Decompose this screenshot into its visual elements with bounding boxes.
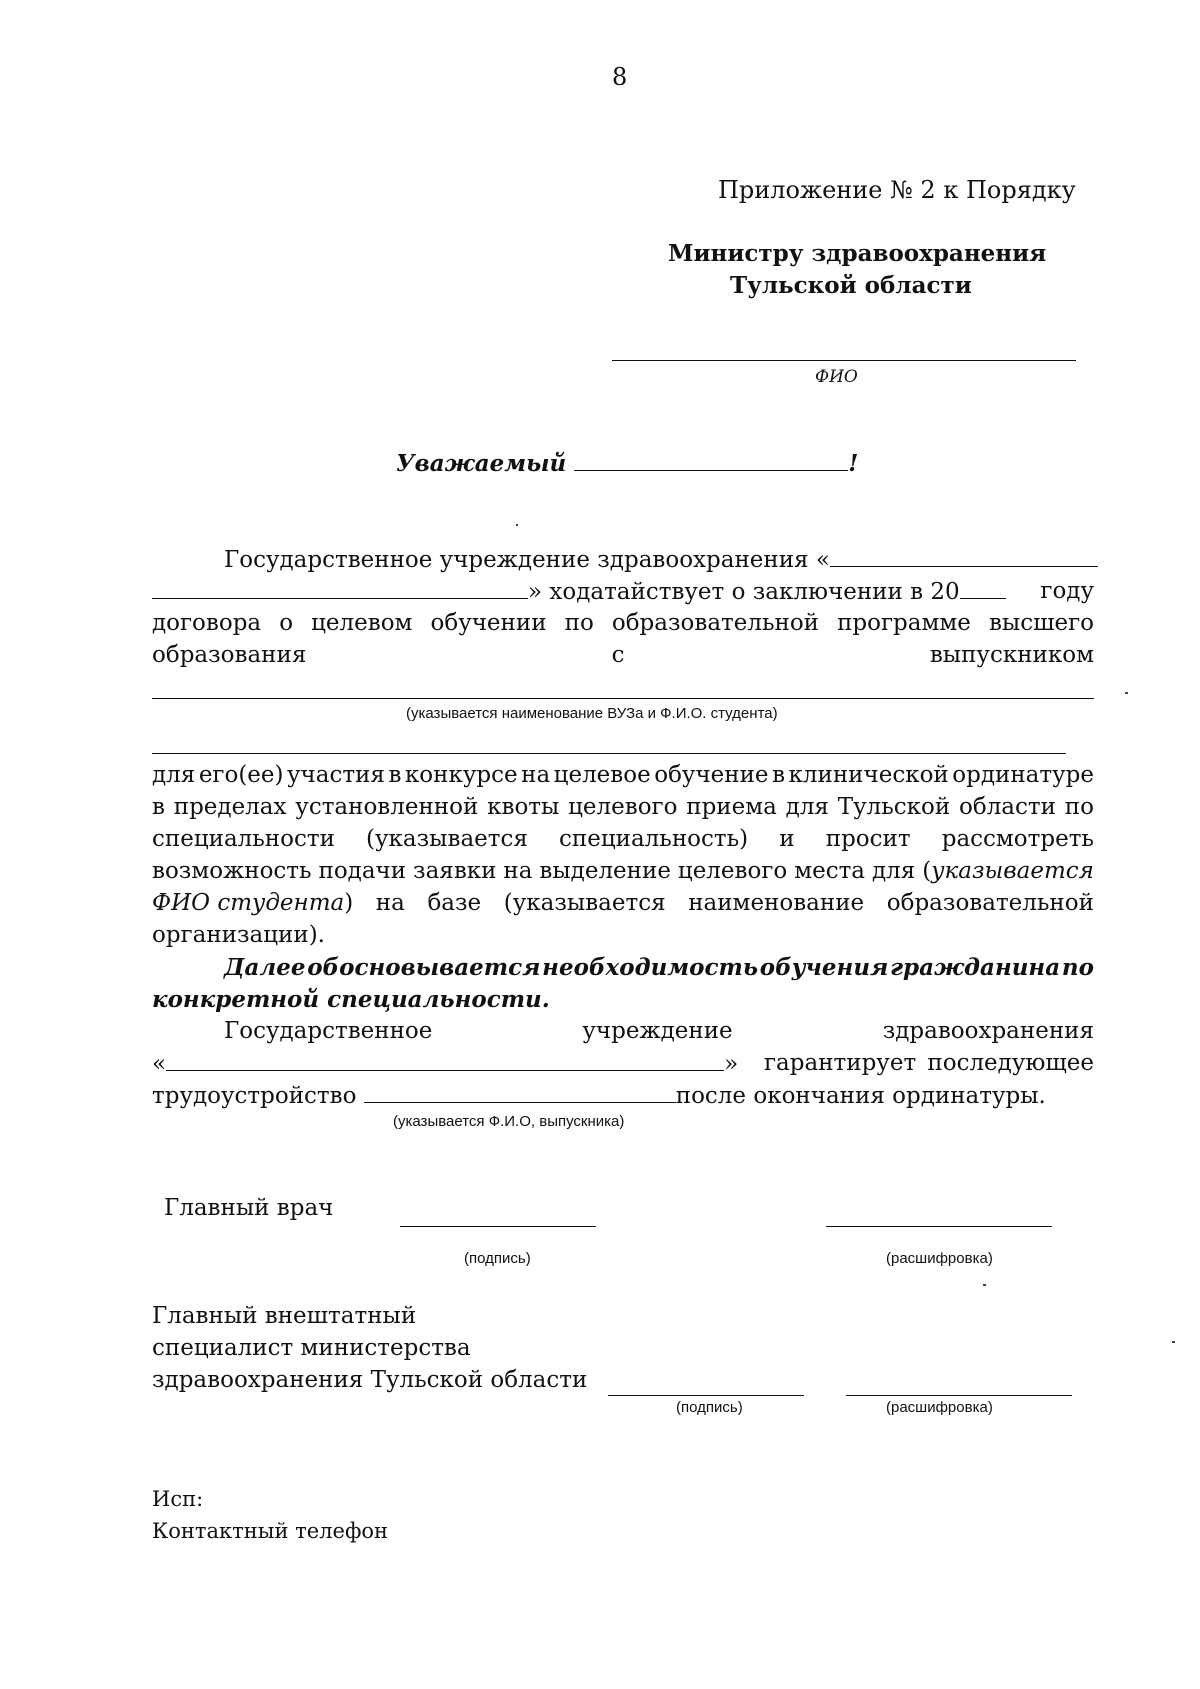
l6-word: в (152, 794, 165, 820)
l5-word: ординатуре (952, 762, 1094, 788)
e1-word: по (1061, 954, 1094, 981)
l6-word: по (1064, 794, 1094, 820)
body-line-1-text: Государственное учреждение здравоохранения « (224, 547, 830, 573)
salutation-blank (574, 450, 848, 471)
specialist-line-3: здравоохранения Тульской области (152, 1367, 588, 1393)
l7-word: (указывается (366, 826, 528, 852)
l3-word: о (279, 610, 294, 636)
vuz-student-underline (152, 698, 1094, 699)
l8-w2: заявки (413, 858, 497, 884)
l8-w7: для (871, 858, 916, 884)
l12-w0: гарантирует (764, 1050, 917, 1076)
addressee-line-2: Тульской области (730, 272, 972, 299)
l5-word: обучение (654, 762, 769, 788)
specialist-decoding-caption: (расшифровка) (886, 1399, 993, 1416)
l6-word: для (785, 794, 829, 820)
l8-w4: выделение (539, 858, 671, 884)
l6-word: области (959, 794, 1056, 820)
l13-end: после окончания ординатуры. (675, 1083, 1046, 1109)
l5-word: целевое (553, 762, 651, 788)
l7-word: просит (825, 826, 911, 852)
e1-word: обучения (759, 954, 889, 981)
specialist-decoding-line (846, 1395, 1072, 1396)
body-line-5 (152, 762, 1094, 788)
chief-decoding-caption: (расшифровка) (886, 1250, 993, 1267)
l5-word: участия (287, 762, 385, 788)
e1-word: гражданина (890, 954, 1061, 981)
year-blank (960, 578, 1006, 599)
l11-word: здравоохранения (882, 1018, 1094, 1044)
l9-w3: (указывается (503, 890, 666, 916)
body-line-2-end: году (1040, 578, 1094, 604)
emphasis-line-1 (224, 954, 1094, 981)
quote-close: » (724, 1051, 739, 1077)
l3-word: программе (837, 610, 971, 636)
body-line-3 (152, 610, 1094, 636)
l8-w3: на (503, 858, 533, 884)
body-line-2-text: » ходатайствует о заключении в 20 (528, 579, 960, 605)
l6-word: установленной (295, 794, 479, 820)
fio-caption: ФИО (815, 367, 858, 387)
l6-word: целевого (568, 794, 678, 820)
l3-word: обучении (430, 610, 547, 636)
body-line-12 (152, 1050, 1094, 1077)
l6-word: приема (686, 794, 777, 820)
scan-speck (516, 524, 518, 526)
l4-word: с (611, 642, 625, 668)
institution-blank-1 (830, 546, 1098, 567)
salutation (396, 450, 858, 477)
fio-underline (612, 360, 1076, 361)
salutation-end: ! (848, 450, 859, 477)
contact-phone-label: Контактный телефон (152, 1519, 389, 1543)
l3-word: образовательной (611, 610, 820, 636)
appendix-label: Приложение № 2 к Порядку (718, 176, 1076, 204)
l5-word: его(ее) (198, 762, 284, 788)
scan-speck (983, 1284, 986, 1286)
executor-label: Исп: (152, 1487, 204, 1511)
body-line-2 (152, 578, 1094, 605)
l5-word: клинической (788, 762, 949, 788)
l3-word: договора (152, 610, 262, 636)
scan-speck (1172, 1341, 1175, 1343)
scan-speck (1125, 692, 1128, 694)
l6-word: Тульской (837, 794, 951, 820)
l7-word: рассмотреть (941, 826, 1094, 852)
specialist-line-1: Главный внештатный (152, 1303, 417, 1329)
body-line-11 (224, 1018, 1094, 1044)
l4-word: выпускником (929, 642, 1094, 668)
vuz-student-caption: (указывается наименование ВУЗа и Ф.И.О. студента) (406, 705, 778, 722)
l3-word: по (564, 610, 594, 636)
emphasis-line-2: конкретной специальности. (152, 986, 550, 1013)
l8-w5: целевого (677, 858, 788, 884)
l9-w4: наименование (688, 890, 865, 916)
specialist-signature-caption: (подпись) (676, 1399, 743, 1416)
body-line-13 (152, 1082, 1046, 1109)
graduate-caption: (указывается Ф.И.О, выпускника) (393, 1113, 625, 1130)
l5-word: на (521, 762, 551, 788)
l8-w1: подачи (318, 858, 407, 884)
l8-w0: возможность (152, 858, 312, 884)
quote-open: « (152, 1051, 167, 1077)
l11-word: Государственное (224, 1018, 433, 1044)
l6-word: квоты (487, 794, 560, 820)
l13-start: трудоустройство (152, 1083, 357, 1109)
vuz-student-underline-2 (152, 753, 1066, 754)
l12-tail (764, 1050, 1094, 1076)
addressee-line-1: Министру здравоохранения (668, 240, 1047, 267)
l11-word: учреждение (582, 1018, 733, 1044)
l7-word: и (779, 826, 795, 852)
body-line-8 (152, 858, 1094, 884)
chief-signature-caption: (подпись) (464, 1250, 531, 1267)
l5-word: в (772, 762, 786, 788)
page-number: 8 (612, 63, 628, 91)
l12-w1: последующее (927, 1050, 1094, 1076)
e1-word: Далее (224, 954, 306, 981)
body-line-9 (152, 890, 1094, 916)
l9-head: ФИО студента) (152, 890, 354, 916)
l9-w2: базе (427, 890, 482, 916)
l5-word: в (388, 762, 402, 788)
l6-word: пределах (173, 794, 287, 820)
specialist-signature-line (608, 1395, 804, 1396)
l9-w1: на (375, 890, 405, 916)
l5-word: для (152, 762, 196, 788)
l9-w5: образовательной (886, 890, 1094, 916)
l8-w6: места (794, 858, 866, 884)
e1-word: обосновывается (307, 954, 541, 981)
chief-decoding-line (826, 1226, 1052, 1227)
body-line-10: организации). (152, 922, 325, 948)
l3-word: целевом (311, 610, 413, 636)
body-line-1 (224, 546, 1098, 573)
l7-word: специальности (152, 826, 335, 852)
chief-signature-line (400, 1226, 596, 1227)
institution-blank-2 (152, 578, 528, 599)
graduate-blank (364, 1082, 676, 1103)
salutation-word: Уважаемый (396, 450, 567, 477)
institution-blank-3 (166, 1050, 724, 1071)
l7-word: специальность) (559, 826, 749, 852)
l5-word: конкурсе (404, 762, 518, 788)
l4-word: образования (152, 642, 307, 668)
body-line-6 (152, 794, 1094, 820)
body-line-7 (152, 826, 1094, 852)
l3-word: высшего (988, 610, 1094, 636)
l8-tail: (указывается (922, 858, 1094, 884)
chief-doctor-label: Главный врач (164, 1195, 334, 1221)
e1-word: необходимость (542, 954, 759, 981)
body-line-4 (152, 642, 1094, 668)
specialist-line-2: специалист министерства (152, 1335, 471, 1361)
